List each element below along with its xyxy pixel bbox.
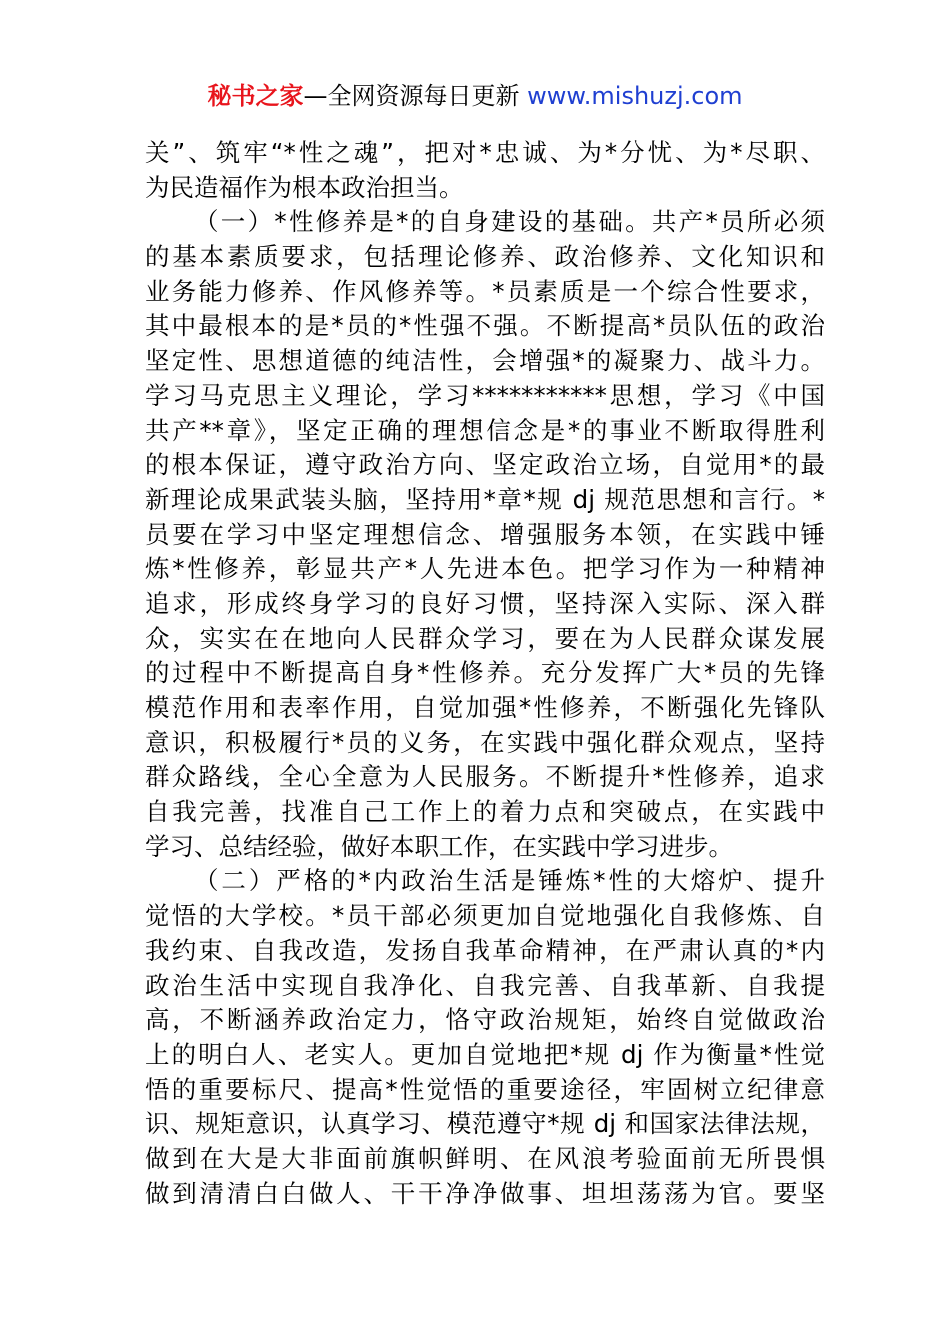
text-line: 共产**章》，坚定正确的理想信念是*的事业不断取得胜利: [145, 415, 825, 445]
text-line: 学习马克思主义理论，学习***********思想，学习《中国: [145, 380, 825, 410]
text-line: 觉悟的大学校。*员干部必须更加自觉地强化自我修炼、自: [145, 901, 825, 931]
text-line: 意识，积极履行*员的义务，在实践中强化群众观点，坚持: [145, 727, 825, 757]
text-line: 识、规矩意识，认真学习、模范遵守*规 dj 和国家法律法规，: [145, 1109, 825, 1139]
text-line: 学习、总结经验，做好本职工作，在实践中学习进步。: [145, 831, 733, 861]
text-line: 炼*性修养，彰显共产*人先进本色。把学习作为一种精神: [145, 554, 825, 584]
text-line: 悟的重要标尺、提高*性觉悟的重要途径，牢固树立纪律意: [145, 1074, 825, 1104]
text-line: 业务能力修养、作风修养等。*员素质是一个综合性要求，: [145, 276, 825, 306]
text-line: 的基本素质要求，包括理论修养、政治修养、文化知识和: [145, 242, 825, 272]
text-line: 为民造福作为根本政治担当。: [145, 172, 464, 202]
text-line: （二）严格的*内政治生活是锤炼*性的大熔炉、提升: [194, 866, 825, 896]
text-line: 做到清清白白做人、干干净净做事、坦坦荡荡为官。要坚: [145, 1178, 825, 1208]
text-line: 员要在学习中坚定理想信念、增强服务本领，在实践中锤: [145, 519, 825, 549]
text-line: 政治生活中实现自我净化、自我完善、自我革新、自我提: [145, 970, 825, 1000]
text-line: 群众路线，全心全意为人民服务。不断提升*性修养，追求: [145, 762, 825, 792]
site-url[interactable]: www.mishuzj.com: [527, 82, 743, 110]
site-header: [0, 80, 950, 112]
header-tagline: —全网资源每日更新: [303, 82, 528, 110]
text-line: 其中最根本的是*员的*性强不强。不断提高*员队伍的政治: [145, 311, 825, 341]
brand-name: 秘书之家: [207, 82, 304, 110]
text-line: 模范作用和表率作用，自觉加强*性修养，不断强化先锋队: [145, 693, 825, 722]
text-line: 坚定性、思想道德的纯洁性，会增强*的凝聚力、战斗力。: [145, 346, 825, 376]
text-line: 的根本保证，遵守政治方向、坚定政治立场，自觉用*的最: [145, 450, 825, 480]
text-line: 关”、筑牢“*性之魂”，把对*忠诚、为*分忧、为*尽职、: [145, 138, 825, 167]
text-line: 上的明白人、老实人。更加自觉地把*规 dj 作为衡量*性觉: [145, 1039, 825, 1069]
text-line: （一）*性修养是*的自身建设的基础。共产*员所必须: [194, 207, 825, 237]
text-line: 追求，形成终身学习的良好习惯，坚持深入实际、深入群: [145, 588, 825, 618]
document-body: [145, 136, 825, 1211]
text-line: 众，实实在在地向人民群众学习，要在为人民群众谋发展: [145, 623, 825, 653]
text-line: 我约束、自我改造，发扬自我革命精神，在严肃认真的*内: [145, 935, 825, 965]
text-line: 高，不断涵养政治定力，恪守政治规矩，始终自觉做政治: [145, 1005, 825, 1035]
text-line: 做到在大是大非面前旗帜鲜明、在风浪考验面前无所畏惧: [145, 1143, 825, 1173]
text-line: 新理论成果武装头脑，坚持用*章*规 dj 规范思想和言行。*: [145, 484, 825, 514]
text-line: 自我完善，找准自己工作上的着力点和突破点，在实践中: [145, 797, 825, 827]
text-line: 的过程中不断提高自身*性修养。充分发挥广大*员的先锋: [145, 658, 825, 688]
